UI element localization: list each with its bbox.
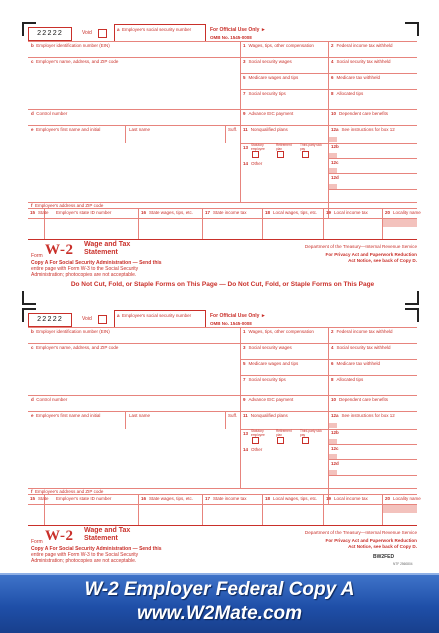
official-use-label: For Official Use Only ► xyxy=(210,27,266,33)
retirement-plan-checkbox[interactable] xyxy=(277,437,284,444)
box20-shade xyxy=(383,505,417,513)
employee-address-label: f Employee's address and ZIP code xyxy=(31,203,104,208)
form-word: Form xyxy=(31,539,43,545)
box12c-label: 12c xyxy=(331,160,339,165)
wage-title-1: Wage and Tax xyxy=(84,527,131,534)
box-a-code: 22222 xyxy=(28,313,72,327)
box1-label: 1 Wages, tips, other compensation xyxy=(243,329,314,334)
box9-label: 9 Advance EIC payment xyxy=(243,111,294,116)
box4-label: 4 Social security tax withheld xyxy=(331,345,391,350)
box12-code-shade xyxy=(329,423,337,428)
box8-label: 8 Allocated tips xyxy=(331,91,364,96)
box20-label: 20 Locality name xyxy=(385,496,421,501)
box12b-code-shade xyxy=(329,153,337,158)
dept-treasury: Department of the Treasury—Internal Revenue Service xyxy=(304,244,417,249)
box3-label: 3 Social security wages xyxy=(243,59,292,64)
statutory-employee-checkbox[interactable] xyxy=(252,151,259,158)
last-name-label: Last name xyxy=(129,413,151,418)
omb-number: OMB No. 1545-0008 xyxy=(210,35,252,40)
employee-first-name-label: e Employee's first name and initial xyxy=(31,413,101,418)
box17-label: 17 State income tax xyxy=(205,210,247,215)
box12b-label: 12b xyxy=(331,144,339,149)
void-checkbox[interactable] xyxy=(98,315,107,324)
box2-label: 2 Federal income tax withheld xyxy=(331,329,393,334)
copy-a-line-3: Administration; photocopies are not acceptable. xyxy=(31,558,137,564)
corner-mark xyxy=(405,291,419,305)
box15-label: 15 State xyxy=(30,210,49,215)
box-a-code: 22222 xyxy=(28,27,72,41)
box5-label: 5 Medicare wages and tips xyxy=(243,361,299,366)
ssn-label: a Employee's social security number xyxy=(117,313,192,318)
retirement-plan-checkbox[interactable] xyxy=(277,151,284,158)
box14-label: 14 Other xyxy=(243,161,263,166)
privacy-act-line: For Privacy Act and Paperwork Reduction xyxy=(325,538,417,543)
box6-label: 6 Medicare tax withheld xyxy=(331,361,381,366)
box8-label: 8 Allocated tips xyxy=(331,377,364,382)
copy-a-line-3: Administration; photocopies are not acceptable. xyxy=(31,272,137,278)
box19-label: 19 Local income tax xyxy=(326,210,368,215)
statutory-employee-label: Statutory employee xyxy=(251,429,265,437)
box3-label: 3 Social security wages xyxy=(243,345,292,350)
void-label: Void xyxy=(82,316,92,322)
box6-label: 6 Medicare tax withheld xyxy=(331,75,381,80)
third-party-sick-pay-label: Third-party sick pay xyxy=(300,429,322,437)
third-party-sick-pay-checkbox[interactable] xyxy=(302,437,309,444)
copy-a-line-1: Copy A For Social Security Administration — Send this xyxy=(31,260,162,266)
control-number-label: d Control number xyxy=(31,397,68,402)
copy-a-line-1: Copy A For Social Security Administration — Send this xyxy=(31,546,162,552)
promo-banner xyxy=(0,573,439,633)
third-party-sick-pay-checkbox[interactable] xyxy=(302,151,309,158)
box12c-label: 12c xyxy=(331,446,339,451)
wage-title-1: Wage and Tax xyxy=(84,241,131,248)
box13-label: 13 xyxy=(243,431,249,436)
control-number-label: d Control number xyxy=(31,111,68,116)
box11-label: 11 Nonqualified plans xyxy=(243,127,288,132)
suffix-label: Suff. xyxy=(228,413,238,418)
box1-label: 1 Wages, tips, other compensation xyxy=(243,43,314,48)
box16-label: 16 State wages, tips, etc. xyxy=(141,496,194,501)
w2-form-copy-1 xyxy=(28,27,421,292)
suffix-label: Suff. xyxy=(228,127,238,132)
w2-form-copy-2 xyxy=(28,313,421,573)
employer-name-label: c Employer's name, address, and ZIP code xyxy=(31,345,119,350)
employee-first-name-label: e Employee's first name and initial xyxy=(31,127,101,132)
third-party-sick-pay-label: Third-party sick pay xyxy=(300,143,322,151)
void-label: Void xyxy=(82,30,92,36)
privacy-act-line: For Privacy Act and Paperwork Reduction xyxy=(325,252,417,257)
box13-label: 13 xyxy=(243,145,249,150)
box16-label: 16 State wages, tips, etc. xyxy=(141,210,194,215)
box12c-code-shade xyxy=(329,168,337,173)
act-notice-line: Act Notice, see back of Copy D. xyxy=(348,544,417,549)
ssn-field[interactable] xyxy=(114,310,206,328)
banner-title: W-2 Employer Federal Copy A xyxy=(84,579,355,600)
statutory-employee-label: Statutory employee xyxy=(251,143,265,151)
box7-label: 7 Social security tips xyxy=(243,377,286,382)
box12d-code-shade xyxy=(329,184,337,189)
dept-treasury: Department of the Treasury—Internal Revenue Service xyxy=(304,530,417,535)
employee-address-label: f Employee's address and ZIP code xyxy=(31,489,104,494)
corner-mark xyxy=(22,291,36,305)
box17-label: 17 State income tax xyxy=(205,496,247,501)
ntf-code: NTF 2560804 xyxy=(393,562,413,566)
box12d-label: 12d xyxy=(331,175,339,180)
box12-code-shade xyxy=(329,137,337,142)
retirement-plan-label: Retirement plan xyxy=(276,143,292,151)
cut-warning: Do Not Cut, Fold, or Staple Forms on This Page — Do Not Cut, Fold, or Staple Forms on This Page xyxy=(70,281,375,288)
wage-title-2: Statement xyxy=(84,249,118,256)
box20-shade xyxy=(383,219,417,227)
box12d-label: 12d xyxy=(331,461,339,466)
box14-label: 14 Other xyxy=(243,447,263,452)
box2-label: 2 Federal income tax withheld xyxy=(331,43,393,48)
box20-label: 20 Locality name xyxy=(385,210,421,215)
box9-label: 9 Advance EIC payment xyxy=(243,397,294,402)
box18-label: 18 Local wages, tips, etc. xyxy=(265,496,318,501)
box12b-label: 12b xyxy=(331,430,339,435)
box12a-label: 12a See instructions for box 12 xyxy=(331,413,395,418)
ssn-label: a Employee's social security number xyxy=(117,27,192,32)
box10-label: 10 Dependent care benefits xyxy=(331,397,389,402)
official-use-label: For Official Use Only ► xyxy=(210,313,266,319)
box19-label: 19 Local income tax xyxy=(326,496,368,501)
box4-label: 4 Social security tax withheld xyxy=(331,59,391,64)
act-notice-line: Act Notice, see back of Copy D. xyxy=(348,258,417,263)
ein-label: b Employer identification number (EIN) xyxy=(31,43,110,48)
employer-name-label: c Employer's name, address, and ZIP code xyxy=(31,59,119,64)
retirement-plan-label: Retirement plan xyxy=(276,429,292,437)
omb-number: OMB No. 1545-0008 xyxy=(210,321,252,326)
statutory-employee-checkbox[interactable] xyxy=(252,437,259,444)
box7-label: 7 Social security tips xyxy=(243,91,286,96)
ssn-field[interactable] xyxy=(114,24,206,42)
box15-state-id-label: Employer's state ID number xyxy=(56,210,112,215)
last-name-label: Last name xyxy=(129,127,151,132)
box15-state-id-label: Employer's state ID number xyxy=(56,496,112,501)
box5-label: 5 Medicare wages and tips xyxy=(243,75,299,80)
box15-label: 15 State xyxy=(30,496,49,501)
copy-a-line-2: entire page with Form W-3 to the Social Security xyxy=(31,266,139,272)
w2-title: W-2 xyxy=(45,528,74,544)
wage-title-2: Statement xyxy=(84,535,118,542)
w2-title: W-2 xyxy=(45,242,74,258)
form-word: Form xyxy=(31,253,43,259)
box12c-code-shade xyxy=(329,454,337,459)
box10-label: 10 Dependent care benefits xyxy=(331,111,389,116)
box11-label: 11 Nonqualified plans xyxy=(243,413,288,418)
box12a-label: 12a See instructions for box 12 xyxy=(331,127,395,132)
box12b-code-shade xyxy=(329,439,337,444)
copy-a-line-2: entire page with Form W-3 to the Social Security xyxy=(31,552,139,558)
void-checkbox[interactable] xyxy=(98,29,107,38)
box12d-code-shade xyxy=(329,470,337,475)
bw2fed-code: BW2FED xyxy=(373,554,395,560)
ein-label: b Employer identification number (EIN) xyxy=(31,329,110,334)
box18-label: 18 Local wages, tips, etc. xyxy=(265,210,318,215)
banner-url[interactable]: www.W2Mate.com xyxy=(136,603,303,624)
